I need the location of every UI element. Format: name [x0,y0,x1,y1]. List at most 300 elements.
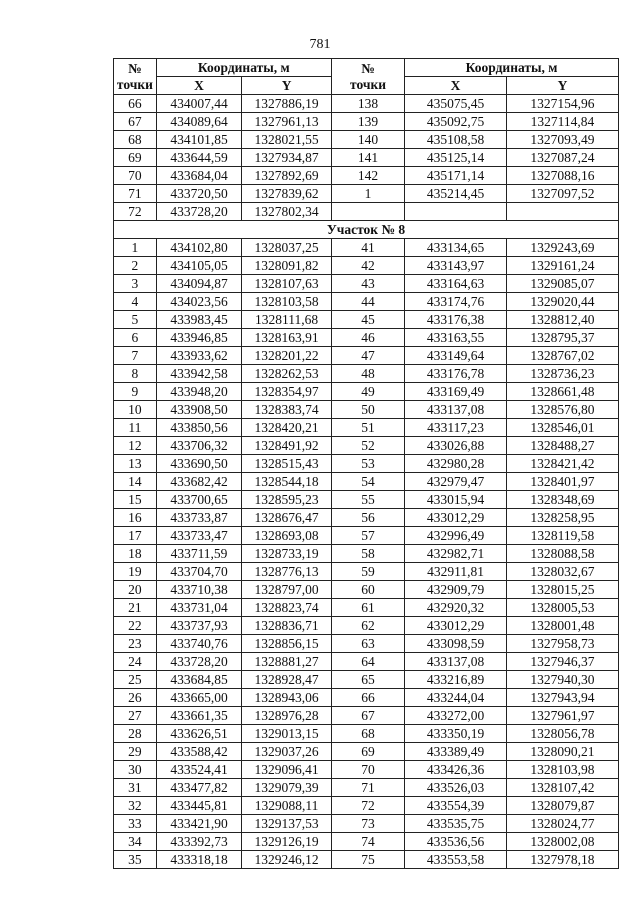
table-row [114,815,619,833]
section-title: Участок № 8 [114,221,619,239]
y-coordinate: 1328795,37 [506,329,618,347]
x-coordinate: 433554,39 [405,797,507,815]
point-number: 66 [331,689,404,707]
point-number: 52 [331,437,404,455]
x-coordinate: 433942,58 [156,365,242,383]
point-number: 47 [331,347,404,365]
y-coordinate: 1327958,73 [506,635,618,653]
x-coordinate: 433535,75 [405,815,507,833]
table-row [114,473,619,491]
point-number: 42 [331,257,404,275]
y-coordinate: 1328001,48 [506,617,618,635]
y-coordinate: 1327946,37 [506,653,618,671]
x-coordinate: 433526,03 [405,779,507,797]
point-number: 20 [114,581,157,599]
table-row [114,257,619,275]
point-number: 138 [331,95,404,113]
x-coordinate: 433117,23 [405,419,507,437]
point-number: 43 [331,275,404,293]
table-row [114,851,619,869]
point-number: 71 [331,779,404,797]
point-number: 1 [114,239,157,257]
point-number: 61 [331,599,404,617]
table-row [114,275,619,293]
table-row [114,581,619,599]
point-number: 14 [114,473,157,491]
y-coordinate: 1328421,42 [506,455,618,473]
point-number: 59 [331,563,404,581]
x-coordinate: 433272,00 [405,707,507,725]
y-coordinate: 1328401,97 [506,473,618,491]
point-number: 71 [114,185,157,203]
y-coordinate: 1327978,18 [506,851,618,869]
x-coordinate: 433134,65 [405,239,507,257]
y-coordinate: 1328491,92 [242,437,332,455]
x-coordinate: 433588,42 [156,743,242,761]
x-coordinate: 433012,29 [405,509,507,527]
y-coordinate: 1328107,63 [242,275,332,293]
y-coordinate: 1329243,69 [506,239,618,257]
x-coordinate: 433163,55 [405,329,507,347]
x-coordinate: 433164,63 [405,275,507,293]
point-number: 30 [114,761,157,779]
y-coordinate: 1328037,25 [242,239,332,257]
x-coordinate: 433661,35 [156,707,242,725]
point-number: 73 [331,815,404,833]
x-coordinate: 433946,85 [156,329,242,347]
point-number: 56 [331,509,404,527]
table-row [114,383,619,401]
table-row [114,779,619,797]
x-coordinate: 433684,04 [156,167,242,185]
y-coordinate: 1328091,82 [242,257,332,275]
y-header-right: Y [506,77,618,95]
x-coordinate: 433426,36 [405,761,507,779]
x-coordinate: 433524,41 [156,761,242,779]
point-number: 68 [114,131,157,149]
x-coordinate: 432909,79 [405,581,507,599]
table-row [114,563,619,581]
coordinates-header-left: Координаты, м [156,59,331,77]
number-sign: № [128,60,142,76]
point-number: 17 [114,527,157,545]
top-rows [114,95,619,221]
y-coordinate: 1327940,30 [506,671,618,689]
table-row [114,635,619,653]
table-row [114,311,619,329]
y-coordinate: 1327097,52 [506,185,618,203]
table-row [114,797,619,815]
point-number: 28 [114,725,157,743]
y-coordinate: 1328111,68 [242,311,332,329]
y-coordinate: 1328258,95 [506,509,618,527]
y-coordinate: 1327154,96 [506,95,618,113]
x-coordinate: 433477,82 [156,779,242,797]
table-row [114,689,619,707]
y-coordinate: 1328595,23 [242,491,332,509]
point-number: 58 [331,545,404,563]
y-coordinate: 1328797,00 [242,581,332,599]
x-coordinate: 433536,56 [405,833,507,851]
point-number: 53 [331,455,404,473]
point-number: 49 [331,383,404,401]
point-number: 8 [114,365,157,383]
point-number: 44 [331,293,404,311]
y-coordinate: 1329096,41 [242,761,332,779]
y-coordinate: 1328767,02 [506,347,618,365]
point-number: 140 [331,131,404,149]
x-coordinate: 432980,28 [405,455,507,473]
x-coordinate: 433728,20 [156,203,242,221]
y-coordinate: 1328090,21 [506,743,618,761]
point-number: 64 [331,653,404,671]
y-coordinate: 1329079,39 [242,779,332,797]
y-coordinate: 1328420,21 [242,419,332,437]
y-coordinate: 1328576,80 [506,401,618,419]
x-coordinate: 433933,62 [156,347,242,365]
y-coordinate: 1328088,58 [506,545,618,563]
point-number: 68 [331,725,404,743]
y-coordinate: 1329013,15 [242,725,332,743]
point-number: 69 [114,149,157,167]
y-coordinate: 1328262,53 [242,365,332,383]
x-coordinate: 433728,20 [156,653,242,671]
point-number: 51 [331,419,404,437]
point-number: 142 [331,167,404,185]
table-row [114,491,619,509]
x-coordinate: 433176,78 [405,365,507,383]
x-coordinate: 432982,71 [405,545,507,563]
y-coordinate: 1329137,53 [242,815,332,833]
y-coordinate: 1329020,44 [506,293,618,311]
y-coordinate: 1328546,01 [506,419,618,437]
x-coordinate: 435214,45 [405,185,507,203]
x-coordinate: 433015,94 [405,491,507,509]
page-number: 781 [309,37,331,52]
table-row [114,185,619,203]
y-coordinate: 1328056,78 [506,725,618,743]
table-row [114,671,619,689]
section-title-row [114,221,619,239]
point-number: 63 [331,635,404,653]
point-number: 57 [331,527,404,545]
point-number: 75 [331,851,404,869]
y-coordinate: 1328201,22 [242,347,332,365]
point-number: 66 [114,95,157,113]
point-number: 15 [114,491,157,509]
table-row [114,599,619,617]
y-coordinate: 1328015,25 [506,581,618,599]
point-number: 46 [331,329,404,347]
y-coordinate: 1327839,62 [242,185,332,203]
y-coordinate: 1328354,97 [242,383,332,401]
x-coordinate: 433098,59 [405,635,507,653]
y-coordinate: 1329126,19 [242,833,332,851]
y-coordinate: 1327087,24 [506,149,618,167]
x-coordinate: 433731,04 [156,599,242,617]
y-coordinate: 1328103,98 [506,761,618,779]
point-number: 45 [331,311,404,329]
y-coordinate: 1328943,06 [242,689,332,707]
y-coordinate: 1327943,94 [506,689,618,707]
x-coordinate: 433908,50 [156,401,242,419]
point-number: 9 [114,383,157,401]
point-number-header-right [331,59,404,95]
point-number: 7 [114,347,157,365]
x-coordinate: 433137,08 [405,653,507,671]
point-number: 31 [114,779,157,797]
x-coordinate: 434105,05 [156,257,242,275]
point-number: 69 [331,743,404,761]
x-coordinate: 434089,64 [156,113,242,131]
table-row [114,293,619,311]
table-row [114,95,619,113]
x-coordinate: 434023,56 [156,293,242,311]
x-coordinate: 433720,50 [156,185,242,203]
x-coordinate: 435171,14 [405,167,507,185]
y-coordinate: 1328488,27 [506,437,618,455]
x-coordinate: 433012,29 [405,617,507,635]
x-coordinate: 435125,14 [405,149,507,167]
y-header-left: Y [242,77,332,95]
x-coordinate: 433137,08 [405,401,507,419]
y-coordinate: 1328812,40 [506,311,618,329]
y-coordinate: 1328024,77 [506,815,618,833]
coordinates-header-right: Координаты, м [405,59,619,77]
y-coordinate: 1328348,69 [506,491,618,509]
section-header [114,221,619,239]
y-coordinate: 1328836,71 [242,617,332,635]
x-coordinate: 434094,87 [156,275,242,293]
x-coordinate: 433421,90 [156,815,242,833]
x-coordinate: 433644,59 [156,149,242,167]
x-coordinate: 433176,38 [405,311,507,329]
point-number: 26 [114,689,157,707]
table-row [114,707,619,725]
y-coordinate: 1328881,27 [242,653,332,671]
y-coordinate: 1327886,19 [242,95,332,113]
x-coordinate: 435092,75 [405,113,507,131]
x-coordinate: 432996,49 [405,527,507,545]
x-coordinate: 433684,85 [156,671,242,689]
y-coordinate: 1328107,42 [506,779,618,797]
table-row [114,743,619,761]
point-number: 10 [114,401,157,419]
x-coordinate: 432979,47 [405,473,507,491]
point-number: 55 [331,491,404,509]
y-coordinate: 1328119,58 [506,527,618,545]
x-coordinate: 433983,45 [156,311,242,329]
table-row [114,347,619,365]
y-coordinate: 1328733,19 [242,545,332,563]
table-row [114,239,619,257]
y-coordinate: 1328776,13 [242,563,332,581]
x-coordinate: 433711,59 [156,545,242,563]
table-row [114,149,619,167]
table-row [114,365,619,383]
x-coordinate: 433690,50 [156,455,242,473]
y-coordinate: 1328032,67 [506,563,618,581]
y-coordinate: 1327114,84 [506,113,618,131]
x-coordinate: 433026,88 [405,437,507,455]
point-number: 2 [114,257,157,275]
x-coordinate: 433740,76 [156,635,242,653]
y-coordinate: 1329037,26 [242,743,332,761]
y-coordinate: 1328676,47 [242,509,332,527]
y-coordinate: 1328021,55 [242,131,332,149]
y-coordinate: 1327961,13 [242,113,332,131]
point-number: 139 [331,113,404,131]
x-coordinate: 434102,80 [156,239,242,257]
x-coordinate: 433626,51 [156,725,242,743]
point-number: 62 [331,617,404,635]
x-coordinate: 433704,70 [156,563,242,581]
y-coordinate: 1327088,16 [506,167,618,185]
x-coordinate: 433143,97 [405,257,507,275]
y-coordinate: 1329085,07 [506,275,618,293]
table-row [114,833,619,851]
x-coordinate: 433174,76 [405,293,507,311]
table-row [114,131,619,149]
y-coordinate: 1327802,34 [242,203,332,221]
point-number: 13 [114,455,157,473]
point-number: 25 [114,671,157,689]
point-number: 3 [114,275,157,293]
x-coordinate: 433733,47 [156,527,242,545]
table-row [114,509,619,527]
y-coordinate: 1327961,97 [506,707,618,725]
point-number: 74 [331,833,404,851]
table-row [114,113,619,131]
point-number: 34 [114,833,157,851]
point-number: 22 [114,617,157,635]
point-number: 27 [114,707,157,725]
table-row [114,401,619,419]
point-number: 11 [114,419,157,437]
x-coordinate: 433737,93 [156,617,242,635]
table-row [114,617,619,635]
table-row [114,419,619,437]
x-coordinate: 434007,44 [156,95,242,113]
point-number: 70 [331,761,404,779]
point-number: 1 [331,185,404,203]
y-coordinate: 1328515,43 [242,455,332,473]
x-coordinate [405,203,507,221]
x-coordinate: 433389,49 [405,743,507,761]
y-coordinate: 1329161,24 [506,257,618,275]
y-coordinate: 1328976,28 [242,707,332,725]
y-coordinate: 1328856,15 [242,635,332,653]
point-number: 48 [331,365,404,383]
point-number: 50 [331,401,404,419]
x-coordinate: 433244,04 [405,689,507,707]
section-rows [114,239,619,869]
y-coordinate: 1327093,49 [506,131,618,149]
point-number: 41 [331,239,404,257]
x-coordinate: 433445,81 [156,797,242,815]
table-row [114,437,619,455]
point-number: 60 [331,581,404,599]
table-row [114,329,619,347]
y-coordinate: 1328163,91 [242,329,332,347]
table-row [114,203,619,221]
x-coordinate: 433682,42 [156,473,242,491]
x-coordinate: 433392,73 [156,833,242,851]
x-header-right: X [405,77,507,95]
point-number: 32 [114,797,157,815]
point-number: 5 [114,311,157,329]
point-number: 16 [114,509,157,527]
point-number: 35 [114,851,157,869]
point-number: 23 [114,635,157,653]
x-coordinate: 433665,00 [156,689,242,707]
y-coordinate: 1327934,87 [242,149,332,167]
table-row [114,545,619,563]
y-coordinate: 1328693,08 [242,527,332,545]
point-number: 12 [114,437,157,455]
table-row [114,167,619,185]
y-coordinate: 1328002,08 [506,833,618,851]
point-number: 141 [331,149,404,167]
x-coordinate: 433850,56 [156,419,242,437]
point-number: 33 [114,815,157,833]
point-number: 18 [114,545,157,563]
point-number: 29 [114,743,157,761]
x-coordinate: 432911,81 [405,563,507,581]
table-row [114,653,619,671]
y-coordinate: 1327892,69 [242,167,332,185]
table-row [114,527,619,545]
point-number: 67 [114,113,157,131]
point-number: 67 [331,707,404,725]
y-coordinate: 1328823,74 [242,599,332,617]
coordinates-table [113,58,619,869]
point-number-header-left [114,59,157,95]
y-coordinate: 1328736,23 [506,365,618,383]
x-header-left: X [156,77,242,95]
x-coordinate: 433169,49 [405,383,507,401]
x-coordinate: 435108,58 [405,131,507,149]
point-number: 70 [114,167,157,185]
point-label: точки [349,76,387,92]
point-number [331,203,404,221]
y-coordinate: 1328103,58 [242,293,332,311]
y-coordinate: 1328544,18 [242,473,332,491]
x-coordinate: 434101,85 [156,131,242,149]
x-coordinate: 433318,18 [156,851,242,869]
number-sign: № [361,60,375,76]
x-coordinate: 435075,45 [405,95,507,113]
point-number: 19 [114,563,157,581]
table-row [114,761,619,779]
point-label: точки [116,76,153,92]
point-number: 4 [114,293,157,311]
point-number: 72 [114,203,157,221]
x-coordinate: 433700,65 [156,491,242,509]
x-coordinate: 433553,58 [405,851,507,869]
point-number: 72 [331,797,404,815]
y-coordinate: 1329246,12 [242,851,332,869]
table-row [114,725,619,743]
y-coordinate: 1328383,74 [242,401,332,419]
table-row [114,455,619,473]
y-coordinate: 1328661,48 [506,383,618,401]
x-coordinate: 433216,89 [405,671,507,689]
x-coordinate: 433706,32 [156,437,242,455]
x-coordinate: 432920,32 [405,599,507,617]
y-coordinate: 1328005,53 [506,599,618,617]
y-coordinate: 1328928,47 [242,671,332,689]
